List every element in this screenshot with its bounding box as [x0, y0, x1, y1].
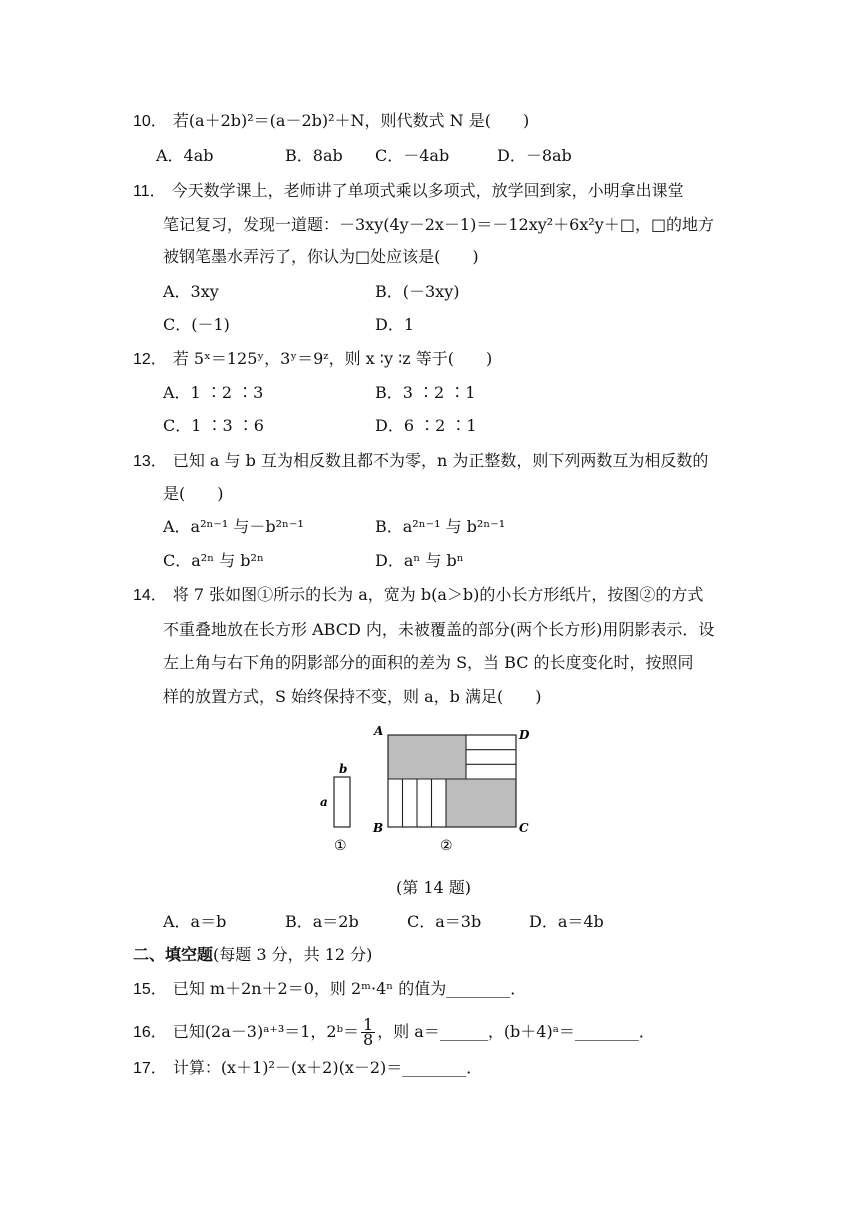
question-number: 13． — [133, 453, 167, 470]
option-d: D．6 ∶2 ∶1 — [375, 416, 477, 435]
question-stem: 计算：(x＋1)²－(x＋2)(x－2)＝________． — [172, 1058, 483, 1077]
shaded-region-top-left — [388, 735, 466, 779]
option-d: D．－8ab — [497, 146, 572, 165]
question-number: 14． — [133, 587, 167, 604]
question-stem: 已知 m＋2n＋2＝0，则 2ᵐ·4ⁿ 的值为________． — [172, 979, 527, 998]
question-number: 11． — [133, 183, 166, 200]
option-a: A．1 ∶2 ∶3 — [163, 383, 264, 402]
option-c: C．(－1) — [163, 315, 230, 334]
question-11 — [133, 180, 684, 203]
option-a: A．a²ⁿ⁻¹ 与－b²ⁿ⁻¹ — [163, 517, 304, 536]
option-c: C．a＝3b — [407, 912, 482, 931]
vertex-d: D — [519, 728, 530, 742]
fraction — [361, 1015, 375, 1049]
vertex-c: C — [519, 821, 529, 835]
option-c: C．1 ∶3 ∶6 — [163, 416, 264, 435]
option-d: D．1 — [375, 315, 415, 334]
question-15 — [133, 978, 526, 1001]
option-a: A．a＝b — [163, 912, 227, 931]
shaded-region-bottom-right — [446, 779, 516, 827]
question-number: 16． — [133, 1024, 167, 1041]
question-stem-line-1: 将 7 张如图①所示的长为 a，宽为 b(a＞b)的小长方形纸片，按图②的方式 — [172, 585, 704, 604]
question-stem-part-1: 已知(2a－3)ᵃ⁺³＝1，2ᵇ＝ — [172, 1022, 359, 1041]
section-heading — [133, 944, 372, 966]
section-title: 二、填空题 — [133, 945, 214, 964]
vertex-b: B — [373, 821, 384, 835]
label-b: b — [339, 762, 348, 776]
label-figure-1: ① — [334, 838, 347, 854]
question-stem-line-2: 笔记复习，发现一道题：－3xy(4y－2x－1)＝－12xy²＋6x²y＋□，□的地方 — [163, 215, 715, 234]
option-a: A．3xy — [163, 282, 219, 301]
option-b: B．8ab — [285, 146, 343, 165]
option-b: B．a²ⁿ⁻¹ 与 b²ⁿ⁻¹ — [375, 517, 506, 536]
question-14 — [133, 584, 703, 607]
option-d: D．a＝4b — [529, 912, 604, 931]
figure-14 — [310, 720, 550, 860]
question-stem-line-4: 样的放置方式，S 始终保持不变，则 a，b 满足( ) — [163, 687, 542, 706]
question-stem-line-3: 左上角与右下角的阴影部分的面积的差为 S，当 BC 的长度变化时，按照同 — [163, 653, 694, 672]
question-10 — [133, 110, 529, 133]
label-a: a — [320, 795, 328, 809]
question-13 — [133, 450, 708, 473]
label-figure-2: ② — [440, 838, 453, 854]
option-a: A．4ab — [156, 146, 214, 165]
question-16 — [133, 1014, 655, 1050]
question-stem-line-2: 是( ) — [163, 484, 224, 503]
fraction-denominator: 8 — [363, 1030, 374, 1049]
section-note: (每题 3 分，共 12 分) — [213, 945, 373, 964]
fraction-numerator: 1 — [363, 1015, 374, 1034]
question-number: 12． — [133, 351, 167, 368]
option-c: C．a²ⁿ 与 b²ⁿ — [163, 551, 264, 570]
option-d: D．aⁿ 与 bⁿ — [375, 551, 464, 570]
option-b: B．a＝2b — [285, 912, 359, 931]
question-17 — [133, 1057, 482, 1080]
question-number: 10． — [133, 113, 167, 130]
question-stem: 若(a＋2b)²＝(a－2b)²＋N，则代数式 N 是( ) — [172, 111, 530, 130]
question-stem-line-2: 不重叠地放在长方形 ABCD 内，未被覆盖的部分(两个长方形)用阴影表示．设 — [163, 620, 715, 639]
question-stem-line-1: 已知 a 与 b 互为相反数且都不为零，n 为正整数，则下列两数互为相反数的 — [172, 451, 709, 470]
option-c: C．－4ab — [375, 146, 450, 165]
question-stem-line-3: 被钢笔墨水弄污了，你认为□处应该是( ) — [163, 247, 479, 266]
question-number: 17． — [133, 1060, 167, 1077]
figure-caption: (第 14 题) — [396, 878, 472, 897]
question-stem: 若 5ˣ＝125ʸ，3ʸ＝9ᶻ，则 x ∶y ∶z 等于( ) — [172, 349, 493, 368]
question-stem-part-2: ，则 a＝______，(b＋4)ᵃ＝________． — [377, 1022, 655, 1041]
question-stem-line-1: 今天数学课上，老师讲了单项式乘以多项式，放学回到家，小明拿出课堂 — [171, 181, 684, 200]
vertex-a: A — [374, 724, 384, 738]
option-b: B．(－3xy) — [375, 282, 460, 301]
option-b: B．3 ∶2 ∶1 — [375, 383, 476, 402]
question-number: 15． — [133, 981, 167, 998]
question-12 — [133, 348, 492, 371]
small-rectangle — [334, 777, 350, 827]
